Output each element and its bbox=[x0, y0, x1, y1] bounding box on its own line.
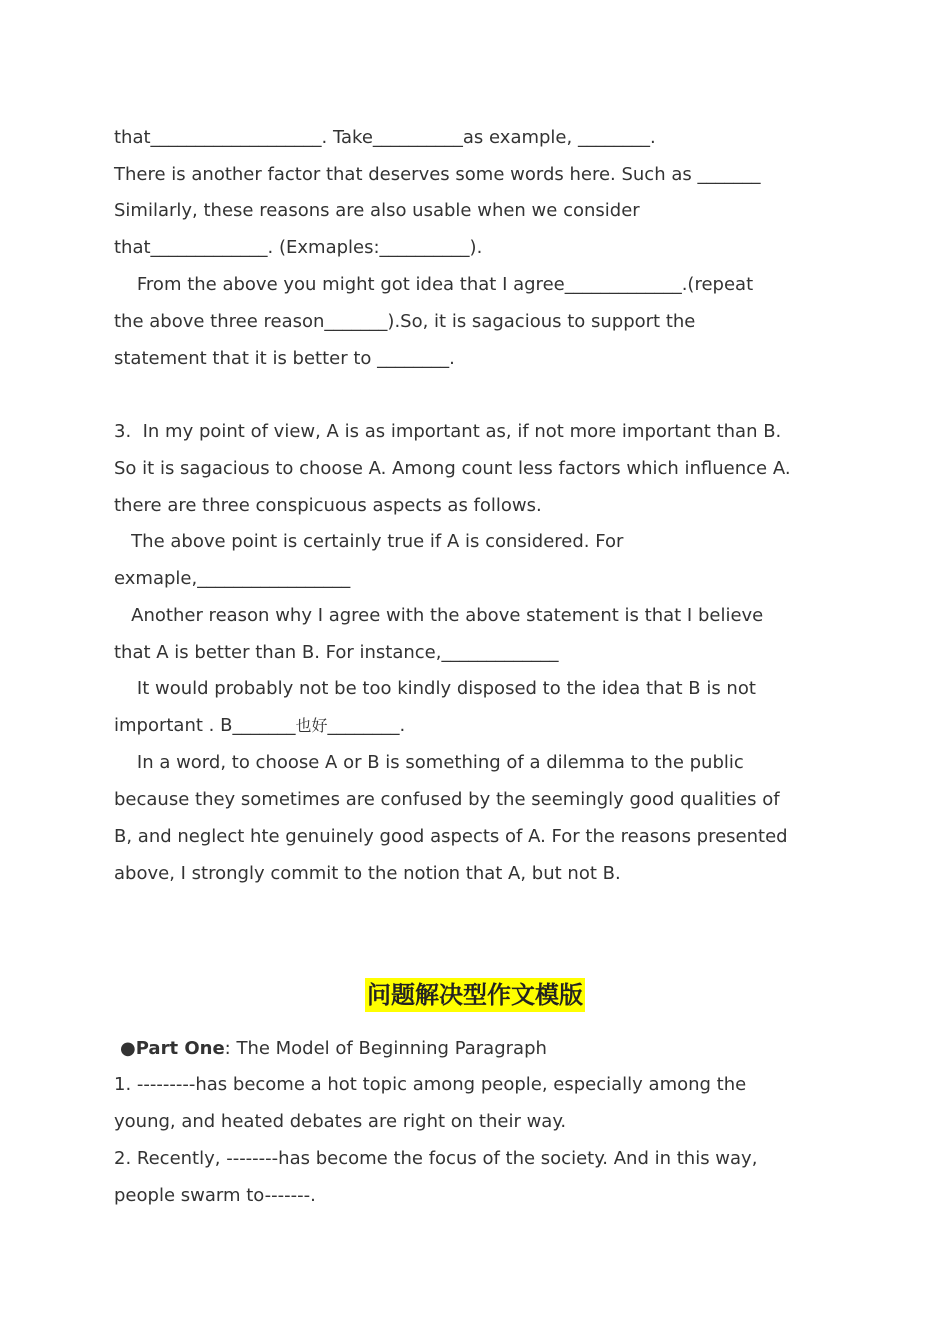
text-line: B, and neglect hte genuinely good aspects of A. For the reasons presented bbox=[114, 826, 788, 847]
text-line: statement that it is better to ________. bbox=[114, 348, 455, 369]
text-line: that A is better than B. For instance,_____________ bbox=[114, 642, 559, 663]
text-line: young, and heated debates are right on their way. bbox=[114, 1111, 567, 1132]
text-line: So it is sagacious to choose A. Among count less factors which influence A. bbox=[114, 458, 791, 479]
text-line: there are three conspicuous aspects as follows. bbox=[114, 495, 542, 516]
text-segment: ________. bbox=[327, 715, 406, 736]
text-line: that___________________. Take__________as example, ________. bbox=[114, 127, 656, 148]
text-line bbox=[114, 714, 405, 738]
text-line: that_____________. (Exmaples:__________). bbox=[114, 237, 483, 258]
text-line: There is another factor that deserves some words here. Such as _______ bbox=[114, 164, 761, 185]
text-line: Another reason why I agree with the above statement is that I believe bbox=[114, 605, 764, 626]
text-line: 3. In my point of view, A is as important as, if not more important than B. bbox=[114, 421, 782, 442]
heading-container bbox=[0, 978, 950, 1012]
part-one-label: Part One bbox=[135, 1038, 225, 1059]
text-line: It would probably not be too kindly disposed to the idea that B is not bbox=[114, 678, 756, 699]
text-line: 2. Recently, --------has become the focus of the society. And in this way, bbox=[114, 1148, 758, 1169]
text-line: people swarm to-------. bbox=[114, 1185, 316, 1206]
text-line: exmaple,_________________ bbox=[114, 568, 351, 589]
part-one-heading bbox=[120, 1037, 547, 1061]
text-line: because they sometimes are confused by the seemingly good qualities of bbox=[114, 789, 780, 810]
text-line: 1. ---------has become a hot topic among people, especially among the bbox=[114, 1074, 747, 1095]
text-line: Similarly, these reasons are also usable when we consider bbox=[114, 200, 640, 221]
section-heading: 问题解决型作文模版 bbox=[365, 978, 585, 1012]
cjk-text-segment: 也好 bbox=[295, 716, 328, 735]
text-line: From the above you might got idea that I agree_____________.(repeat bbox=[114, 274, 754, 295]
text-line: the above three reason_______).So, it is sagacious to support the bbox=[114, 311, 696, 332]
bullet-icon: ● bbox=[120, 1038, 136, 1059]
text-line: In a word, to choose A or B is something of a dilemma to the public bbox=[114, 752, 744, 773]
text-segment: important . B_______ bbox=[114, 715, 296, 736]
part-one-subtitle: : The Model of Beginning Paragraph bbox=[224, 1038, 547, 1059]
text-line: above, I strongly commit to the notion that A, but not B. bbox=[114, 863, 621, 884]
text-line: The above point is certainly true if A is considered. For bbox=[114, 531, 624, 552]
